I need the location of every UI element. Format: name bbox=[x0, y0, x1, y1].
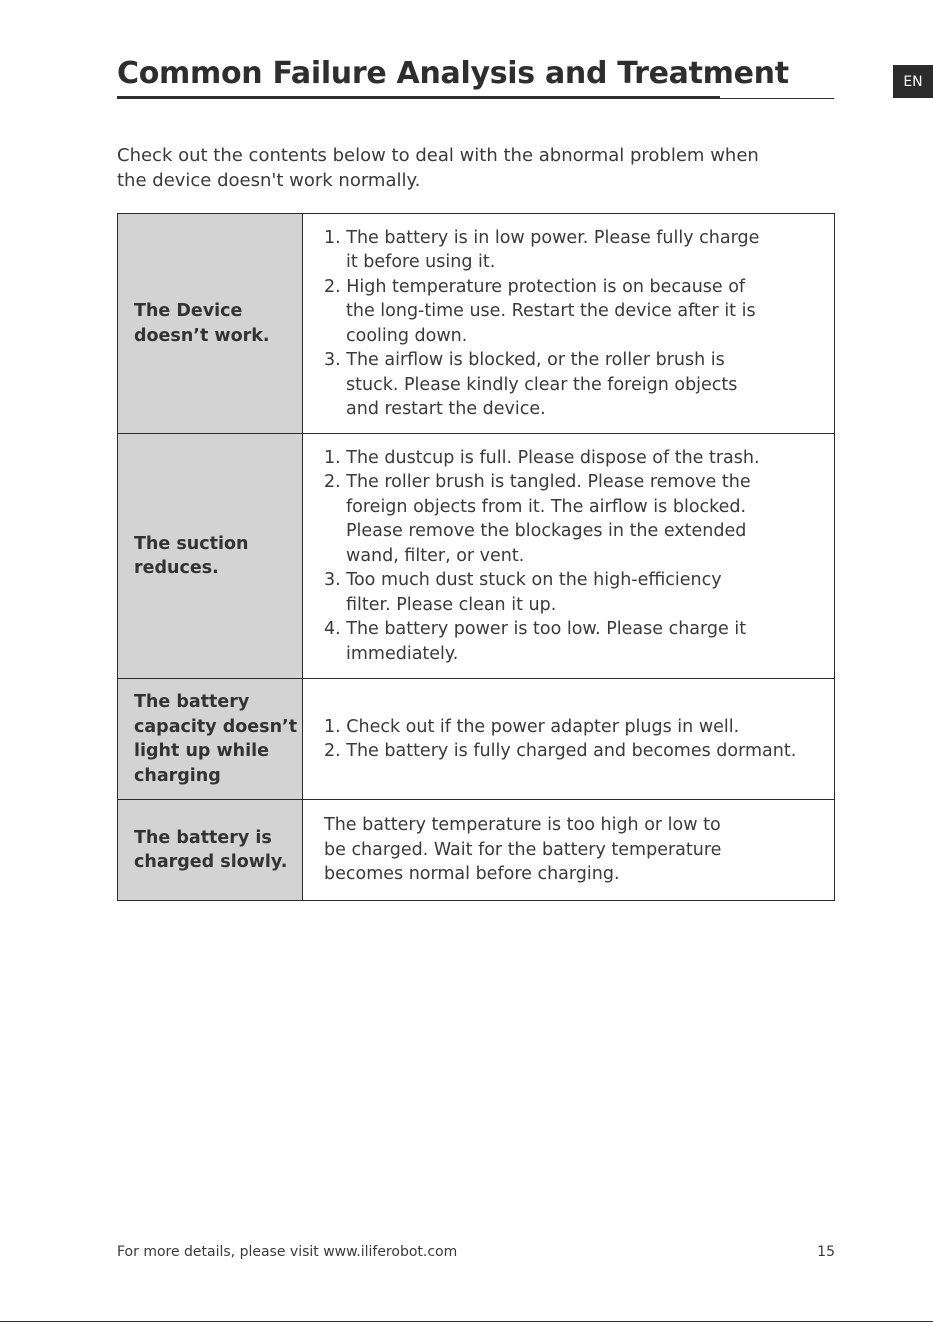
problem-line: The battery is bbox=[134, 827, 272, 848]
problem-cell bbox=[118, 434, 303, 679]
solution-line: 3. The airflow is blocked, or the roller brush is bbox=[324, 350, 725, 370]
solution-line: cooling down. bbox=[346, 325, 468, 346]
problem-cell bbox=[118, 679, 303, 800]
solution-line: becomes normal before charging. bbox=[324, 864, 620, 885]
solution-cell bbox=[303, 434, 835, 679]
problem-line: light up while bbox=[134, 741, 270, 761]
problem-line: charged slowly. bbox=[134, 852, 288, 872]
solution-line: the long-time use. Restart the device after it is bbox=[346, 301, 756, 321]
problem-line: reduces. bbox=[134, 558, 219, 578]
table-row bbox=[118, 800, 835, 901]
table-row bbox=[118, 214, 835, 434]
solution-line: The battery temperature is too high or low to bbox=[324, 815, 721, 836]
problem-line: doesn’t work. bbox=[134, 325, 270, 346]
solution-cell bbox=[303, 214, 835, 434]
footer-text: For more details, please visit www.iliferobot.com bbox=[117, 1244, 458, 1260]
solution-line: be charged. Wait for the battery temperature bbox=[324, 839, 722, 860]
problem-line: charging bbox=[134, 765, 221, 786]
solution-line: 2. The roller brush is tangled. Please remove the bbox=[324, 472, 751, 493]
solution-line: wand, filter, or vent. bbox=[346, 545, 525, 566]
solution-line: 1. The dustcup is full. Please dispose of the trash. bbox=[324, 447, 760, 468]
solution-line: 3. Too much dust stuck on the high-efficiency bbox=[324, 570, 722, 591]
table-row bbox=[118, 679, 835, 800]
solution-line: foreign objects from it. The airflow is blocked. bbox=[346, 496, 747, 517]
solution-line: 1. Check out if the power adapter plugs in well. bbox=[324, 716, 740, 737]
solution-line: 2. The battery is fully charged and becomes dormant. bbox=[324, 741, 797, 761]
solution-line: 2. High temperature protection is on because of bbox=[324, 276, 746, 297]
solution-line: immediately. bbox=[346, 643, 459, 664]
solution-line: 1. The battery is in low power. Please fully charge bbox=[324, 227, 760, 248]
page-title: Common Failure Analysis and Treatment bbox=[117, 56, 789, 91]
language-tag: EN bbox=[893, 65, 933, 98]
intro-line: the device doesn't work normally. bbox=[117, 170, 421, 191]
solution-line: Please remove the blockages in the extended bbox=[346, 521, 747, 542]
solution-line: stuck. Please kindly clear the foreign objects bbox=[346, 374, 738, 395]
table-row bbox=[118, 434, 835, 679]
intro-line: Check out the contents below to deal with the abnormal problem when bbox=[117, 145, 759, 166]
solution-line: 4. The battery power is too low. Please charge it bbox=[324, 619, 747, 640]
solution-line: it before using it. bbox=[346, 252, 496, 272]
solution-cell bbox=[303, 679, 835, 800]
problem-line: The battery bbox=[134, 692, 250, 712]
problem-line: The suction bbox=[134, 533, 249, 554]
header-rule bbox=[720, 98, 834, 99]
page-number: 15 bbox=[817, 1244, 835, 1260]
solution-line: filter. Please clean it up. bbox=[346, 594, 557, 615]
solution-line: and restart the device. bbox=[346, 399, 546, 419]
problem-line: capacity doesn’t bbox=[134, 716, 298, 737]
problem-line: The Device bbox=[134, 301, 243, 321]
solution-cell bbox=[303, 800, 835, 901]
intro-paragraph bbox=[117, 143, 817, 193]
failure-table bbox=[117, 213, 835, 901]
bottom-rule bbox=[0, 1321, 933, 1322]
title-underline bbox=[117, 96, 720, 99]
problem-cell bbox=[118, 800, 303, 901]
problem-cell bbox=[118, 214, 303, 434]
